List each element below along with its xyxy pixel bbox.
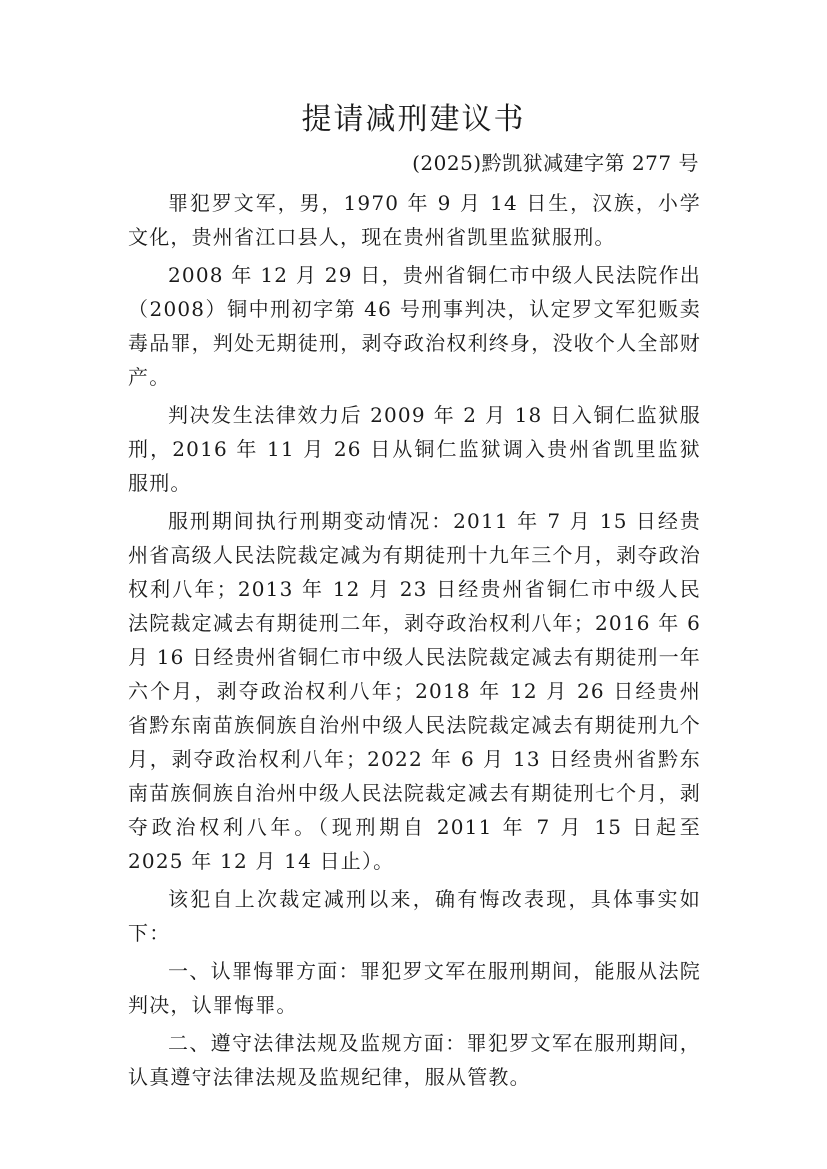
paragraph-original-judgment: 2008 年 12 月 29 日，贵州省铜仁市中级人民法院作出（2008）铜中刑初字第 46 号刑事判决，认定罗文军犯贩卖毒品罪，判处无期徒刑，剥夺政治权利终身，没收个人全部财产。 bbox=[128, 263, 701, 389]
document-number: (2025)黔凯狱减建字第 277 号 bbox=[412, 151, 699, 175]
paragraph-admitting-guilt: 一、认罪悔罪方面：罪犯罗文军在服刑期间，能服从法院判决，认罪悔罪。 bbox=[128, 959, 701, 1017]
paragraph-repentance-intro: 该犯自上次裁定减刑以来，确有悔改表现，具体事实如下： bbox=[128, 887, 701, 945]
paragraph-imprisonment: 判决发生法律效力后 2009 年 2 月 18 日入铜仁监狱服刑，2016 年 11 月 26 日从铜仁监狱调入贵州省凯里监狱服刑。 bbox=[128, 403, 701, 495]
paragraph-criminal-info: 罪犯罗文军，男，1970 年 9 月 14 日生，汉族，小学文化，贵州省江口县人，现在贵州省凯里监狱服刑。 bbox=[128, 191, 701, 249]
paragraph-sentence-changes: 服刑期间执行刑期变动情况：2011 年 7 月 15 日经贵州省高级人民法院裁定减为有期徒刑十九年三个月，剥夺政治权利八年；2013 年 12 月 23 日经贵州省铜仁市中级人民法院裁定减去有期徒刑二年，剥夺政治权利八年；2016 年 6 月 16 日经贵州省铜仁市中级人民法院裁定减去有期徒刑一年六个月，剥夺政治权利八年；2018 年 12 月 26 日经贵州省黔东南苗族侗族自治州中级人民法院裁定减去有期徒刑九个月，剥夺政治权利八年；2022 年 6 月 13 日经贵州省黔东南苗族侗族自治州中级人民法院裁定减去有期徒刑七个月，剥夺政治权利八年。（现刑期自 2011 年 7 月 15 日起至 2025 年 12 月 14 日止）。 bbox=[128, 509, 701, 873]
document-body bbox=[128, 186, 701, 1098]
document-title: 提请减刑建议书 bbox=[301, 102, 526, 137]
paragraph-obeying-rules: 二、遵守法律法规及监规方面：罪犯罗文军在服刑期间，认真遵守法律法规及监规纪律，服从管教。 bbox=[128, 1031, 701, 1089]
